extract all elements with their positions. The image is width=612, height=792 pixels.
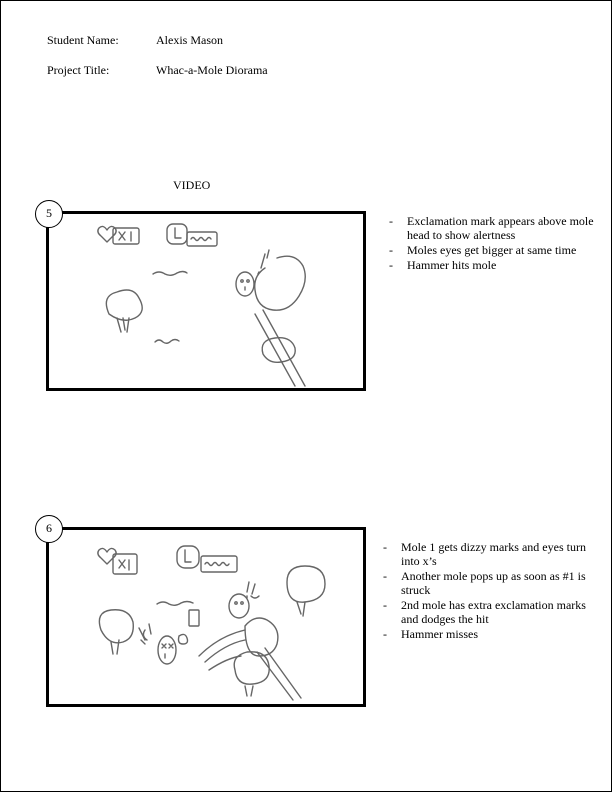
frame-6-notes xyxy=(383,540,605,642)
dizzy-mole-sketch xyxy=(158,636,176,664)
video-heading: VIDEO xyxy=(173,178,211,192)
project-title-value: Whac-a-Mole Diorama xyxy=(156,63,268,77)
squiggle-sketch xyxy=(157,602,193,606)
second-mole-sketch xyxy=(229,594,249,618)
dodge-swoosh-sketch xyxy=(199,630,245,670)
timer-sketch xyxy=(167,224,187,244)
bush-sketch xyxy=(106,290,142,320)
squiggle-sketch xyxy=(155,340,179,344)
frame-number-badge-6: 6 xyxy=(35,515,63,543)
frame-6-note: - Another mole pops up as soon as #1 is struck xyxy=(383,569,605,597)
frame-5-notes xyxy=(389,214,604,273)
storyboard-frame-5 xyxy=(46,211,366,391)
lives-counter-sketch xyxy=(113,554,137,574)
student-name-value: Alexis Mason xyxy=(156,33,223,47)
squiggle-sketch xyxy=(153,272,187,276)
frame-6-note: - 2nd mole has extra exclamation marks and dodges the hit xyxy=(383,598,605,626)
frame-6-note: - Hammer misses xyxy=(383,627,605,641)
frame-5-sketch xyxy=(49,214,363,388)
lives-counter-sketch xyxy=(113,228,139,244)
student-name-label: Student Name: xyxy=(47,33,119,47)
hammer-head-sketch xyxy=(245,618,278,656)
bush-sketch xyxy=(262,338,295,363)
score-sketch xyxy=(201,556,237,572)
frame-5-note: - Hammer hits mole xyxy=(389,258,604,272)
frame-number-badge-5: 5 xyxy=(35,200,63,228)
mole-sketch xyxy=(236,272,254,296)
frame-6-note: - Mole 1 gets dizzy marks and eyes turn into x’s xyxy=(383,540,605,568)
project-title-label: Project Title: xyxy=(47,63,110,77)
storyboard-frame-6 xyxy=(46,527,366,707)
frame-5-note: - Exclamation mark appears above mole head to show alertness xyxy=(389,214,604,242)
bush-sketch xyxy=(287,566,325,602)
frame-5-note: - Moles eyes get bigger at same time xyxy=(389,243,604,257)
frame-6-sketch xyxy=(49,530,363,704)
timer-sketch xyxy=(177,546,199,568)
bush-sketch xyxy=(99,610,133,643)
